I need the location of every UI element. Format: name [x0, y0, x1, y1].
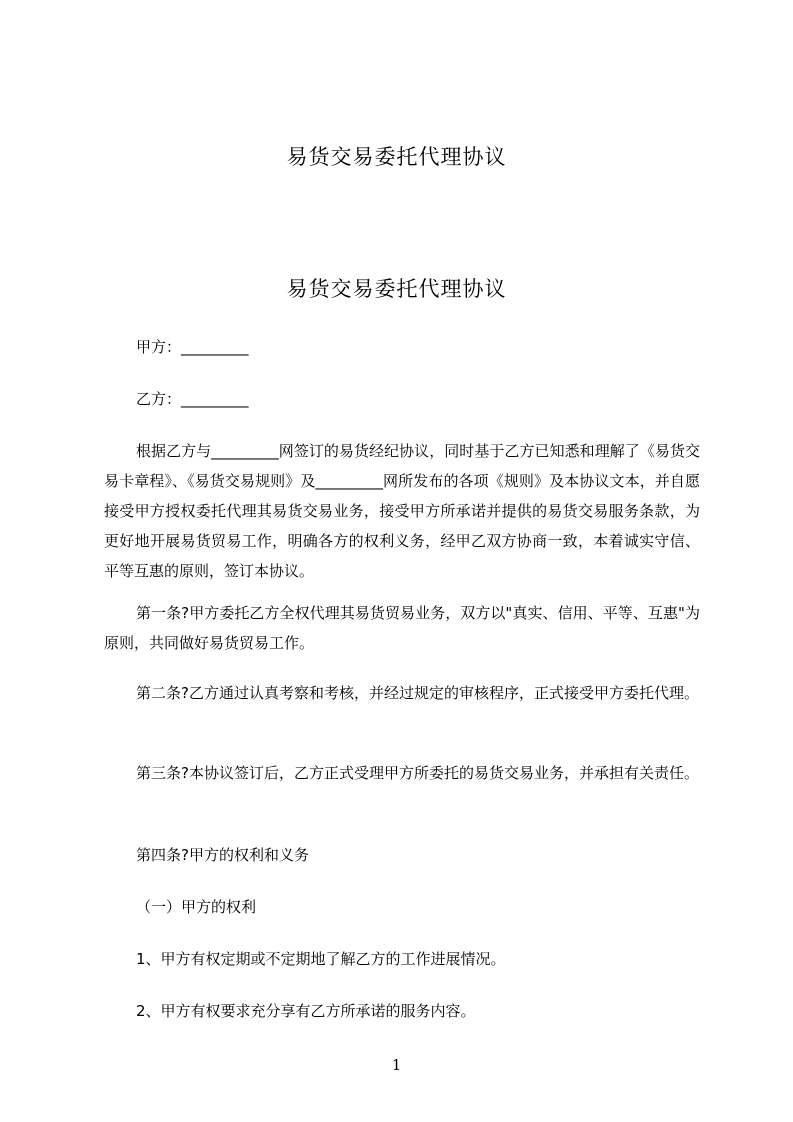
header-title: 易货交易委托代理协议	[286, 145, 507, 169]
page-number: 1	[391, 1056, 402, 1074]
article-3-paragraph: 第三条?本协议签订后，乙方正式受理甲方所委托的易货交易业务，并承担有关责任。	[136, 764, 699, 782]
article-2-paragraph: 第二条?乙方通过认真考察和考核，并经过规定的审核程序，正式接受甲方委托代理。	[136, 684, 699, 702]
party-a-line: 甲方：_________	[136, 338, 249, 356]
article-4-heading: 第四条?甲方的权利和义务	[136, 846, 309, 864]
section-heading: （一）甲方的权利	[136, 898, 257, 916]
list-item: 2、甲方有权要求充分享有乙方所承诺的服务内容。	[136, 1002, 476, 1020]
list-item: 1、甲方有权定期或不定期地了解乙方的工作进展情况。	[136, 950, 506, 968]
document-title: 易货交易委托代理协议	[286, 277, 507, 301]
article-1-paragraph: 第一条?甲方委托乙方全权代理其易货贸易业务，双方以"真实、信用、平等、互惠"为原则，共同做好易货贸易工作。	[104, 604, 700, 652]
party-b-line: 乙方：_________	[136, 390, 249, 408]
preamble-paragraph: 根据乙方与_________网签订的易货经纪协议，同时基于乙方已知悉和理解了《易货交易卡章程》、《易货交易规则》及_________网所发布的各项《规则》及本协议文本，并自愿接受甲方授权委托代理其易货交易业务，接受甲方所承诺并提供的易货交易服务条款，为更好地开展易货贸易工作，明确各方的权利义务，经甲乙双方协商一致，本着诚实守信、平等互惠的原则，签订本协议。	[104, 442, 700, 580]
